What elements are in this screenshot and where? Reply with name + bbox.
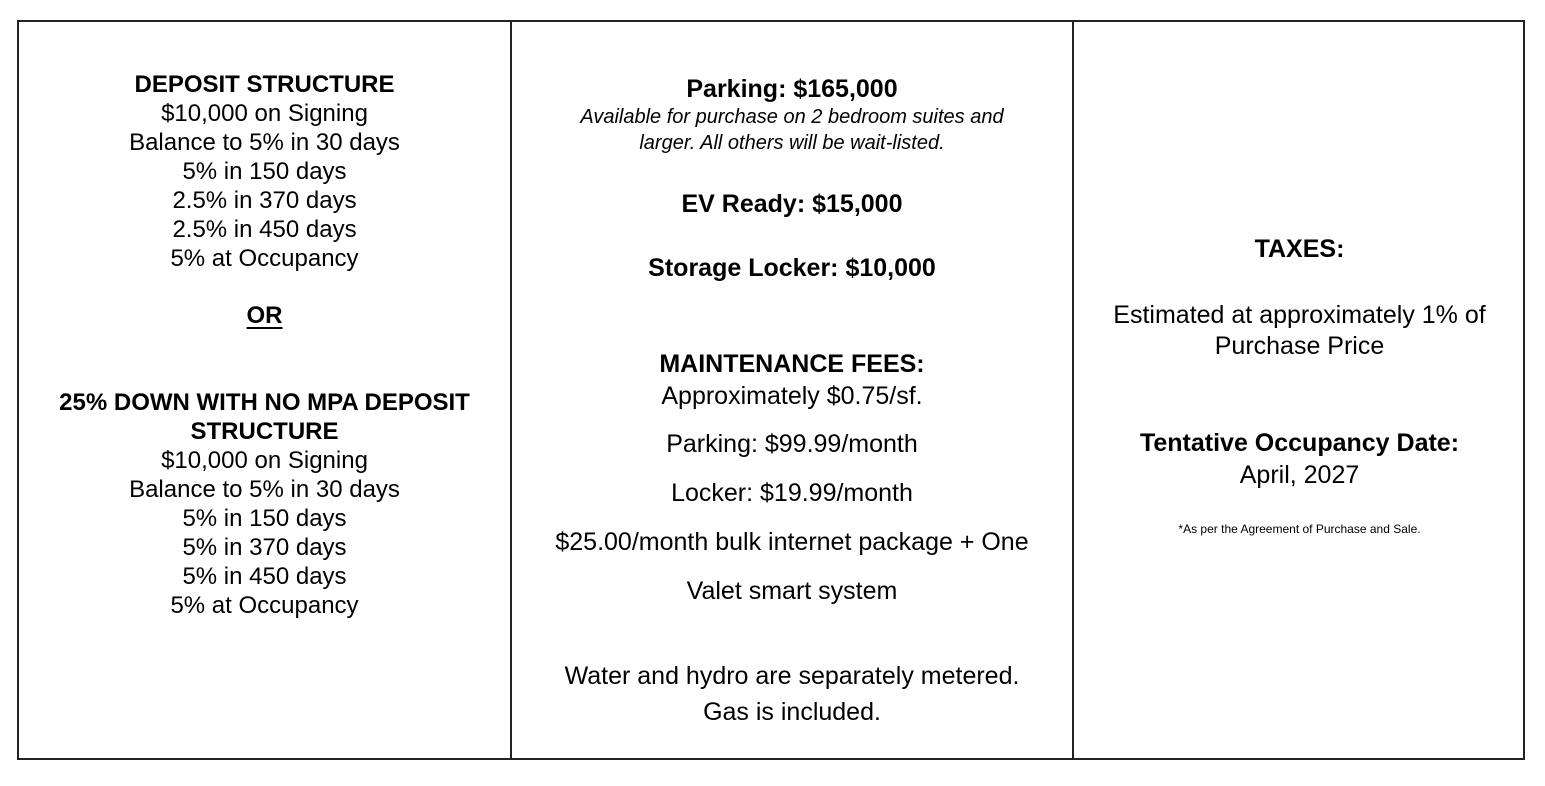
deposit-line: 2.5% in 370 days: [172, 187, 357, 214]
internet-package: Valet smart system: [686, 577, 898, 605]
parking-note: Available for purchase on 2 bedroom suites and: [580, 106, 1004, 128]
deposit-line: Balance to 5% in 30 days: [129, 129, 400, 156]
alt-deposit-line: Balance to 5% in 30 days: [129, 476, 400, 503]
internet-package: $25.00/month bulk internet package + One: [555, 528, 1029, 556]
maintenance-parking: Parking: $99.99/month: [666, 430, 918, 458]
storage-locker-price: Storage Locker: $10,000: [648, 254, 936, 282]
parking-note: larger. All others will be wait-listed.: [639, 132, 945, 154]
maintenance-locker: Locker: $19.99/month: [671, 479, 913, 507]
alt-deposit-line: 5% in 450 days: [182, 563, 347, 590]
deposit-structure-title: DEPOSIT STRUCTURE: [134, 71, 395, 98]
deposit-line: 5% in 150 days: [182, 158, 347, 185]
alt-deposit-title: 25% DOWN WITH NO MPA DEPOSIT: [59, 389, 470, 416]
deposit-structure-column: [19, 22, 510, 758]
alt-deposit-line: 5% in 150 days: [182, 505, 347, 532]
utilities-note: Water and hydro are separately metered.: [564, 662, 1020, 690]
deposit-line: $10,000 on Signing: [161, 100, 368, 127]
alt-deposit-line: 5% in 370 days: [182, 534, 347, 561]
extras-maintenance-column: [512, 22, 1072, 758]
maintenance-fees-title: MAINTENANCE FEES:: [659, 350, 925, 378]
alt-deposit-line: $10,000 on Signing: [161, 447, 368, 474]
pricing-info-table: [17, 20, 1525, 760]
parking-price: Parking: $165,000: [686, 75, 898, 103]
alt-deposit-title: STRUCTURE: [190, 418, 339, 445]
taxes-occupancy-column: [1074, 22, 1525, 758]
occupancy-date: April, 2027: [1239, 461, 1360, 489]
footnote: *As per the Agreement of Purchase and Sale.: [1178, 522, 1421, 536]
maintenance-rate: Approximately $0.75/sf.: [661, 382, 923, 410]
taxes-estimate: Estimated at approximately 1% of: [1113, 301, 1486, 329]
occupancy-title: Tentative Occupancy Date:: [1139, 429, 1460, 457]
utilities-note: Gas is included.: [703, 698, 881, 726]
taxes-estimate: Purchase Price: [1214, 332, 1385, 360]
taxes-title: TAXES:: [1254, 235, 1345, 263]
alt-deposit-line: 5% at Occupancy: [170, 592, 359, 619]
or-separator: OR: [246, 302, 283, 329]
deposit-line: 5% at Occupancy: [170, 245, 359, 272]
deposit-line: 2.5% in 450 days: [172, 216, 357, 243]
ev-ready-price: EV Ready: $15,000: [681, 190, 903, 218]
